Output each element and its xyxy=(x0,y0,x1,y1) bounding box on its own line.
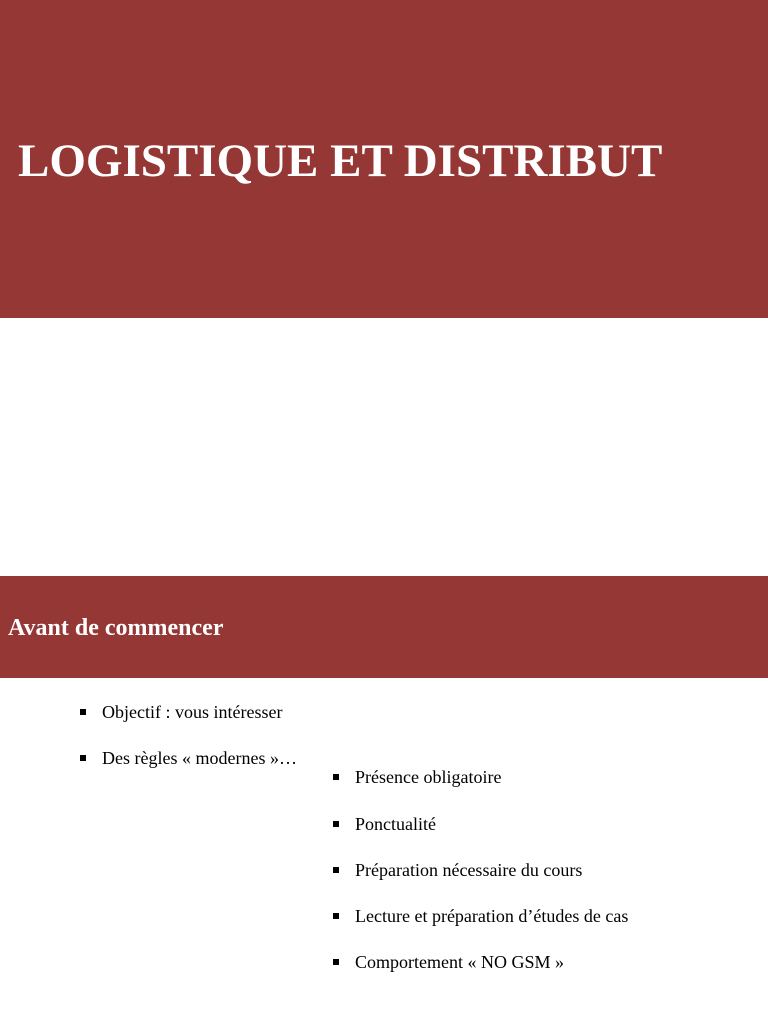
sub-bullet-text: Comportement « NO GSM » xyxy=(355,952,564,972)
sub-bullet-item-no-gsm xyxy=(333,950,564,974)
sub-bullet-text: Ponctualité xyxy=(355,814,436,834)
title-banner xyxy=(0,0,768,318)
sub-bullet-text: Présence obligatoire xyxy=(355,767,502,787)
slide-title: LOGISTIQUE ET DISTRIBUT xyxy=(18,135,663,187)
bullet-item-rules xyxy=(80,746,297,770)
square-bullet-icon xyxy=(333,959,339,965)
bullet-text: Des règles « modernes »… xyxy=(102,748,297,768)
bullet-item-objective xyxy=(80,700,282,724)
sub-bullet-item-punctuality xyxy=(333,812,436,836)
square-bullet-icon xyxy=(333,821,339,827)
sub-bullet-item-preparation xyxy=(333,858,582,882)
sub-bullet-item-presence xyxy=(333,765,501,789)
square-bullet-icon xyxy=(333,867,339,873)
sub-bullet-item-case-studies xyxy=(333,904,628,928)
square-bullet-icon xyxy=(80,755,86,761)
bullet-text: Objectif : vous intéresser xyxy=(102,702,283,722)
square-bullet-icon xyxy=(333,913,339,919)
sub-bullet-text: Lecture et préparation d’études de cas xyxy=(355,906,629,926)
section-title: Avant de commencer xyxy=(8,615,224,641)
square-bullet-icon xyxy=(333,774,339,780)
sub-bullet-text: Préparation nécessaire du cours xyxy=(355,860,583,880)
square-bullet-icon xyxy=(80,709,86,715)
